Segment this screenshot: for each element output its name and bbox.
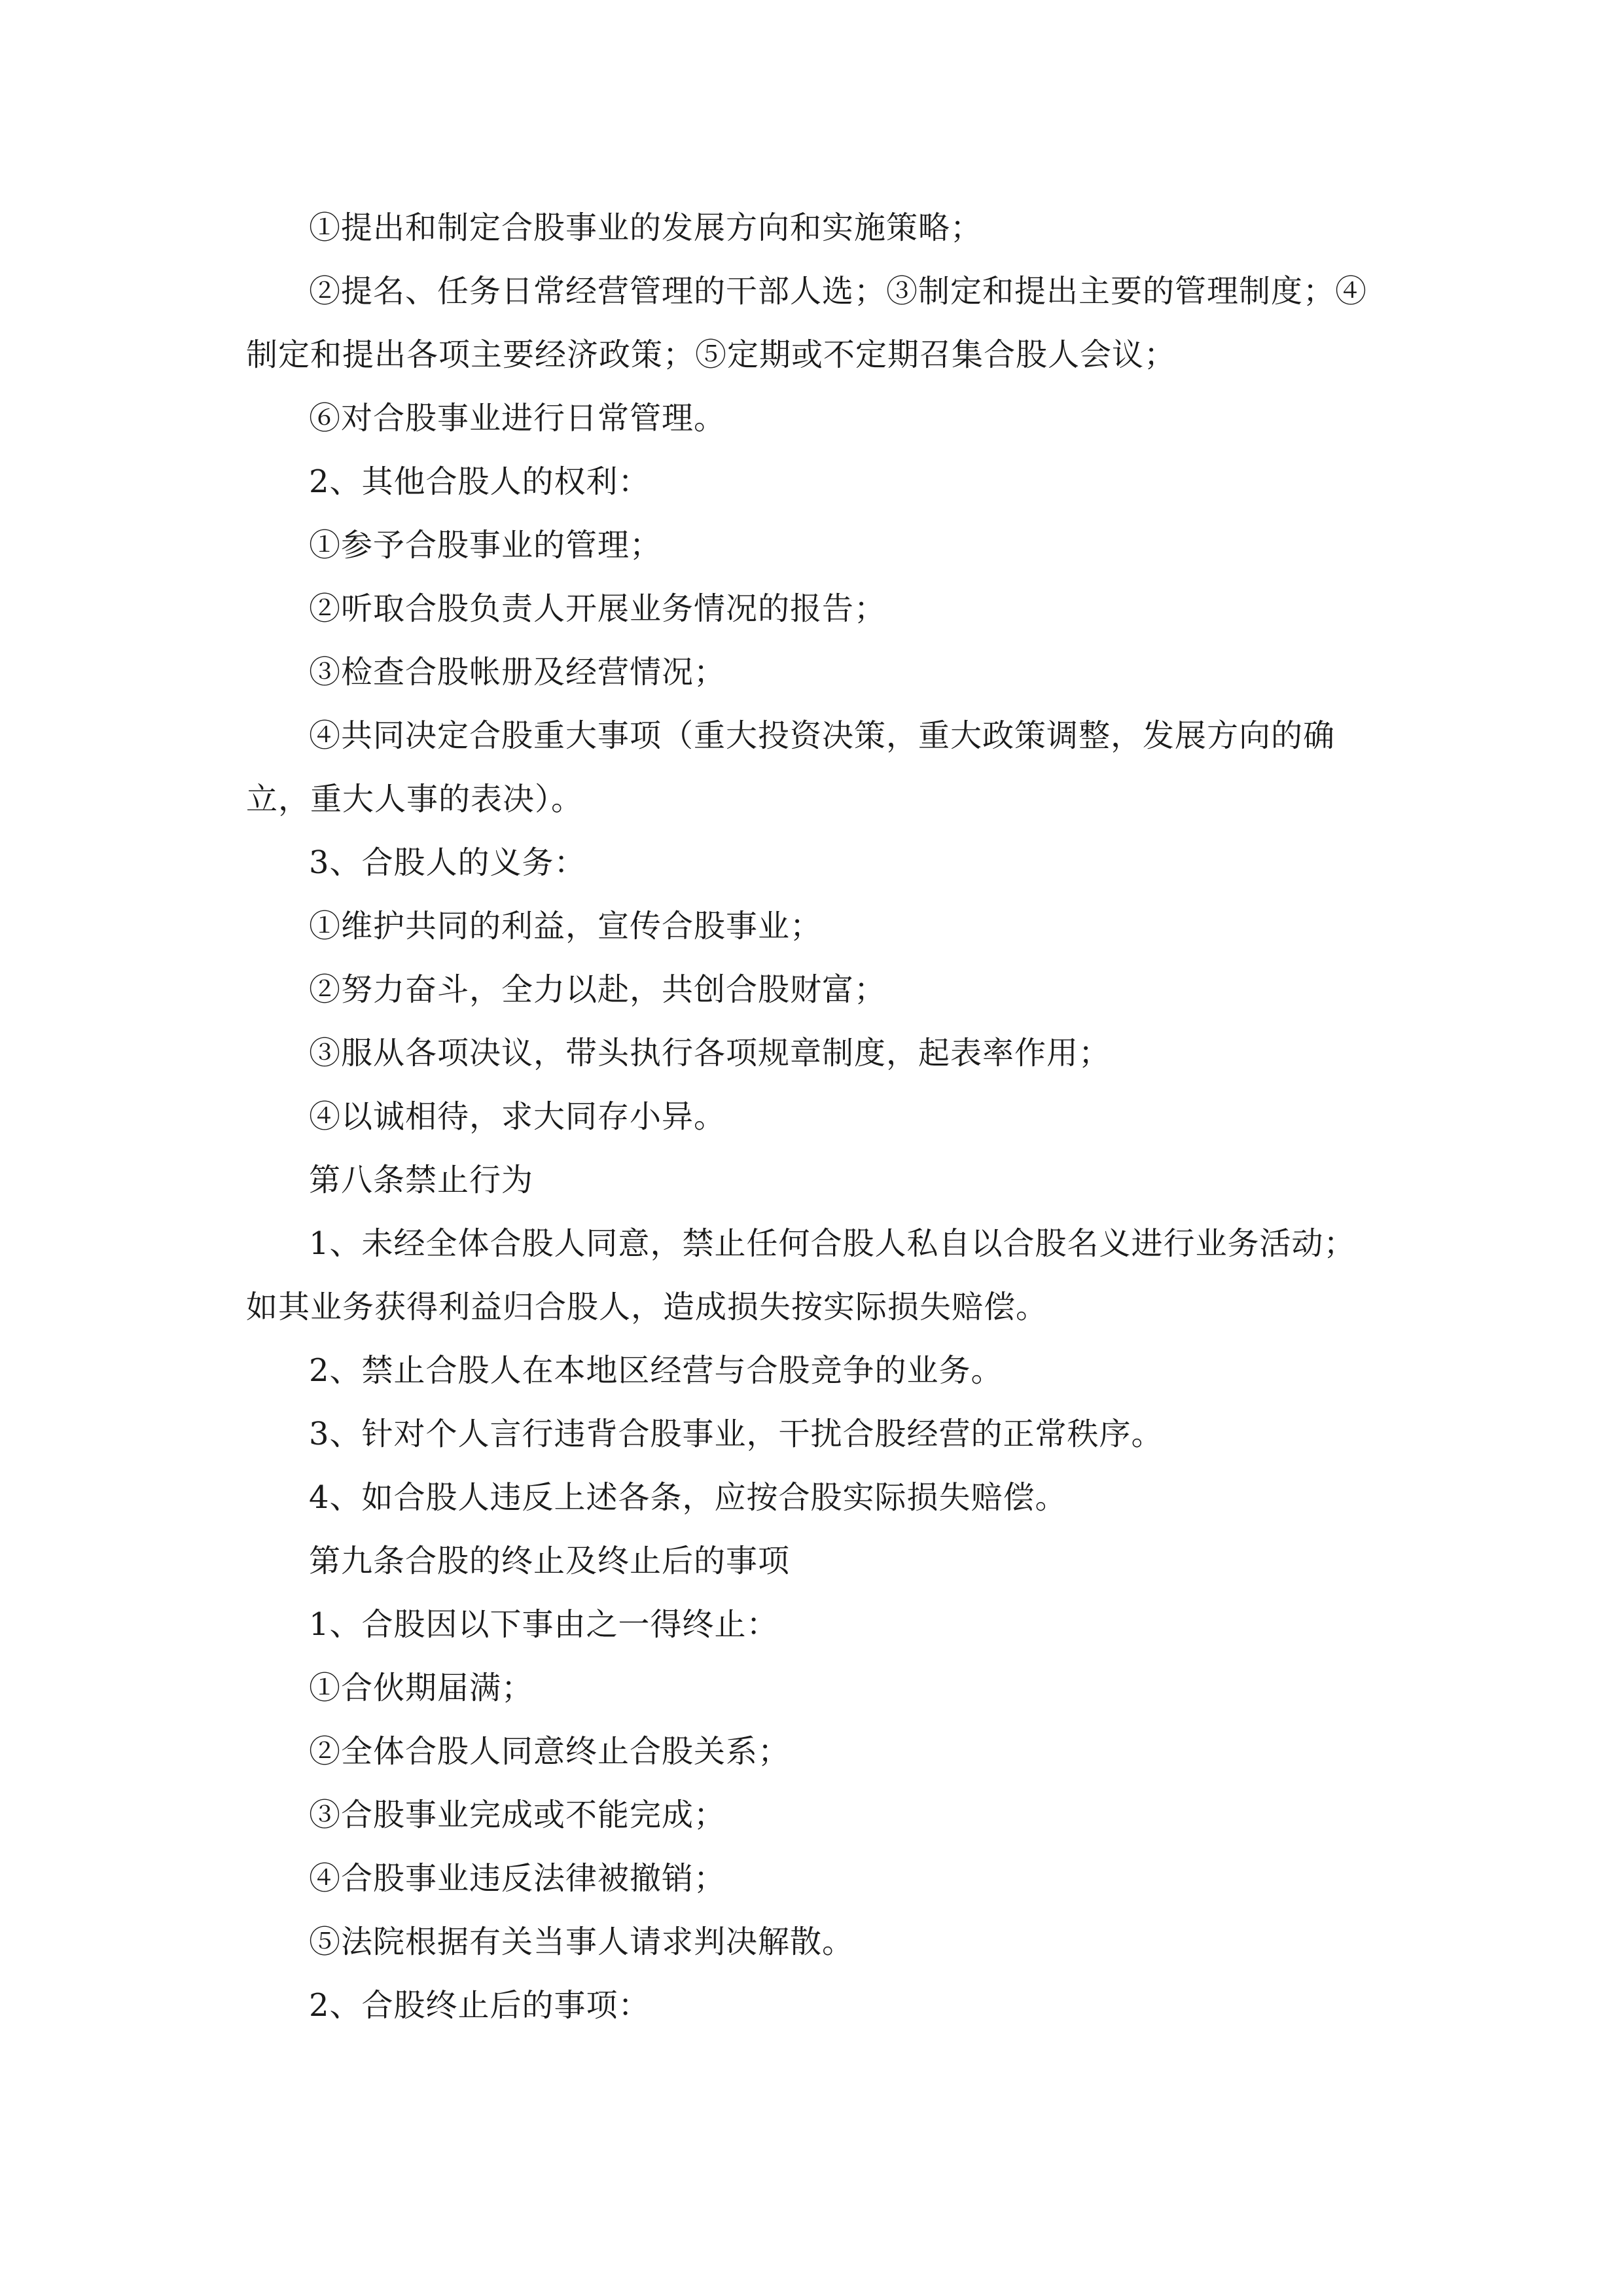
paragraph: ③合股事业完成或不能完成； [309, 1797, 726, 1833]
paragraph: ②提名、任务日常经营管理的干部人选；③制定和提出主要的管理制度；④制定和提出各项主要经济政策；⑤定期或不定期召集合股人会议； [246, 273, 1368, 373]
paragraph: ①提出和制定合股事业的发展方向和实施策略； [309, 209, 983, 246]
section-heading: 第九条合股的终止及终止后的事项 [309, 1543, 791, 1579]
paragraph: ②努力奋斗，全力以赴，共创合股财富； [309, 971, 887, 1008]
paragraph: 1、未经全体合股人同意，禁止任何合股人私自以合股名义进行业务活动；如其业务获得利益归合股人，造成损失按实际损失赔偿。 [246, 1225, 1356, 1325]
paragraph: ③检查合股帐册及经营情况； [309, 654, 726, 691]
paragraph: ④以诚相待，求大同存小异。 [309, 1098, 726, 1135]
paragraph: ③服从各项决议，带头执行各项规章制度，起表率作用； [309, 1035, 1111, 1071]
paragraph: 2、其他合股人的权利： [309, 463, 651, 500]
paragraph: ①维护共同的利益，宣传合股事业； [309, 908, 823, 944]
section-heading: 第八条禁止行为 [309, 1162, 534, 1198]
paragraph: 1、合股因以下事由之一得终止： [309, 1606, 779, 1643]
paragraph: 2、合股终止后的事项： [309, 1987, 651, 2024]
paragraph: 4、如合股人违反上述各条，应按合股实际损失赔偿。 [309, 1479, 1067, 1516]
paragraph: 3、合股人的义务： [309, 844, 586, 881]
paragraph: ⑥对合股事业进行日常管理。 [309, 400, 726, 437]
paragraph: ①参予合股事业的管理； [309, 527, 662, 564]
paragraph: ②全体合股人同意终止合股关系； [309, 1733, 791, 1770]
paragraph: 2、禁止合股人在本地区经营与合股竞争的业务。 [309, 1352, 1003, 1389]
paragraph: ⑤法院根据有关当事人请求判决解散。 [309, 1924, 855, 1960]
paragraph: ④合股事业违反法律被撤销； [309, 1860, 726, 1897]
paragraph: ④共同决定合股重大事项（重大投资决策，重大政策调整，发展方向的确立，重大人事的表决）。 [246, 717, 1336, 817]
paragraph: 3、针对个人言行违背合股事业，干扰合股经营的正常秩序。 [309, 1416, 1164, 1452]
paragraph: ②听取合股负责人开展业务情况的报告； [309, 590, 887, 627]
paragraph: ①合伙期届满； [309, 1670, 534, 1706]
document-body [246, 196, 1382, 2037]
